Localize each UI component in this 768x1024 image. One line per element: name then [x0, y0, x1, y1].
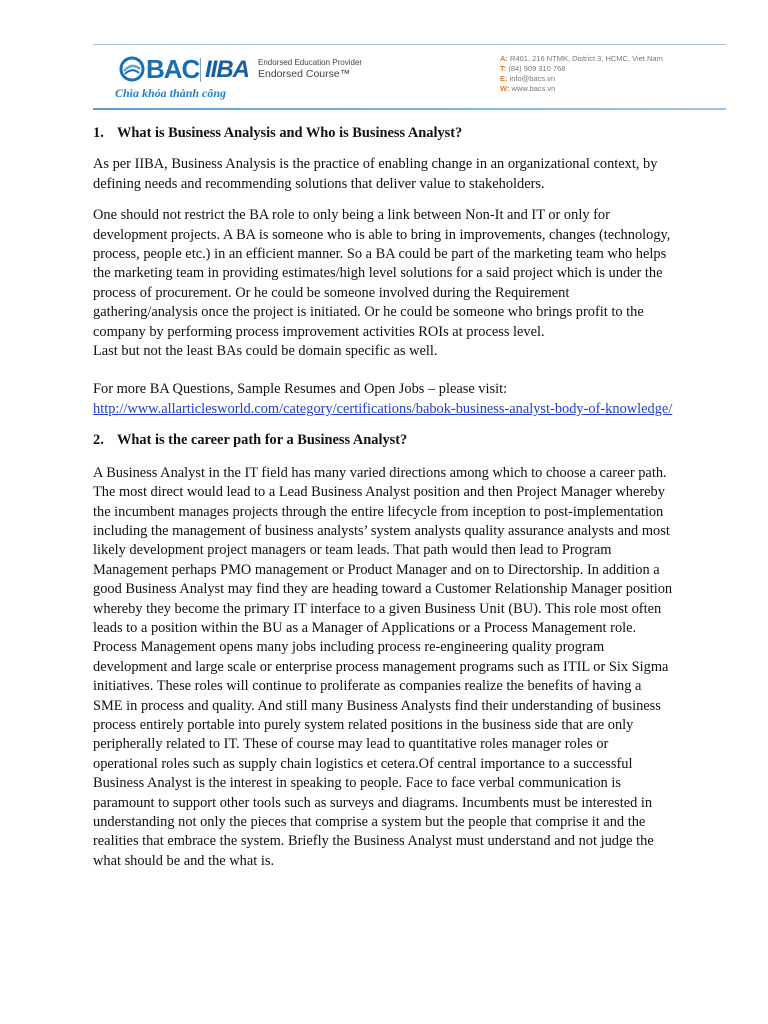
q1-paragraph-2: One should not restrict the BA role to only being a link between Non-It and IT or only for development projects. A BA is someone who is able to bring in improvements, changes (technology, process, people etc.) in an efficient manner. So a BA could be part of the marketing team who helps the marketing team in providing estimates/high level solutions for a said project which is under the process of procurement. Or he could be someone involved during the Requirement gathering/analysis once the project is initiated. Or he could be someone who brings profit to the company by performing process improvement activities ROIs at process level. [93, 207, 671, 340]
q1-paragraph-1: As per IIBA, Business Analysis is the practice of enabling change in an organizational context, by defining needs and recommending solutions that deliver value to stakeholders. [93, 156, 658, 192]
bac-wordmark: BAC [146, 53, 200, 84]
logo-divider [200, 58, 201, 82]
endorse-line-2: Endorsed Course™ [258, 68, 351, 80]
endorse-line-1: Endorsed Education Provider [258, 58, 363, 67]
question-1-heading [93, 124, 673, 143]
header-bottom-rule [93, 108, 726, 110]
endorsement-text [258, 58, 362, 80]
question-1-number: 1. [93, 125, 104, 141]
contact-email: E: info@bacs.vn [500, 74, 556, 83]
q1-paragraph-3: Last but not the least BAs could be domain specific as well. [93, 343, 438, 360]
bac-swirl-icon [119, 56, 145, 82]
header-top-rule [93, 44, 726, 45]
babok-link[interactable]: http://www.allarticlesworld.com/category/certifications/babok-business-analyst-body-of-knowledge/ [93, 400, 673, 417]
question-1-title: What is Business Analysis and Who is Business Analyst? [117, 125, 463, 141]
iiba-logo: IIBA [205, 56, 249, 83]
question-2-title: What is the career path for a Business Analyst? [117, 432, 408, 449]
document-body [93, 120, 673, 871]
letterhead [93, 44, 726, 109]
question-2-number: 2. [93, 432, 104, 449]
contact-phone: T: (84) 909 310 768 [500, 64, 566, 73]
blank-line [93, 361, 673, 380]
contact-address: A: R401, 216 NTMK, District 3, HCMC, Viet Nam [500, 54, 663, 63]
bac-logo [119, 53, 200, 84]
q1-paragraph-4: For more BA Questions, Sample Resumes and Open Jobs – please visit: [93, 381, 508, 398]
q2-paragraph-1: A Business Analyst in the IT field has many varied directions among which to choose a career path. The most direct would lead to a Lead Business Analyst position and then Project Manager whereby the incumbent manages projects through the entire lifecycle from inception to post-implementation including the management of business analysts’ system analysts quality assurance analysts and most likely development project managers or team leads. That path would then lead to Program Management perhaps PMO management or Product Manager and on to Directorship. In addition a good Business Analyst may find they are heading toward a Customer Relationship Manager position whereby they become the primary IT interface to a given Business Unit (BU). This role most often leads to a position within the BU as a Manager of Applications or a Process Management role. Process Management opens many jobs including process re-engineering quality program development and large scale or enterprise process management programs such as ITIL or Six Sigma initiatives. These roles will continue to proliferate as companies realize the benefits of having a SME in process and quality. And still many Business Analysts find their understanding of business process entirely portable into purely system related positions in the business side that are only peripherally related to IT. These of course may lead to quantitative roles manager roles or operational roles such as supply chain logistics et cetera.Of central importance to a successful Business Analyst is the interest in speaking to people. Face to face verbal communication is paramount to support other tools such as surveys and diagrams. Incumbents must be interested in understanding not only the pieces that comprise a system but the people that comprise it and the realities that embrace the system. Briefly the Business Analyst must understand and not judge the what should be and the what is. [93, 464, 673, 869]
question-2-heading [93, 431, 673, 450]
bac-tagline: Chìa khóa thành công [115, 86, 227, 100]
contact-block [500, 54, 663, 94]
contact-website: W: www.bacs.vn [500, 84, 556, 93]
